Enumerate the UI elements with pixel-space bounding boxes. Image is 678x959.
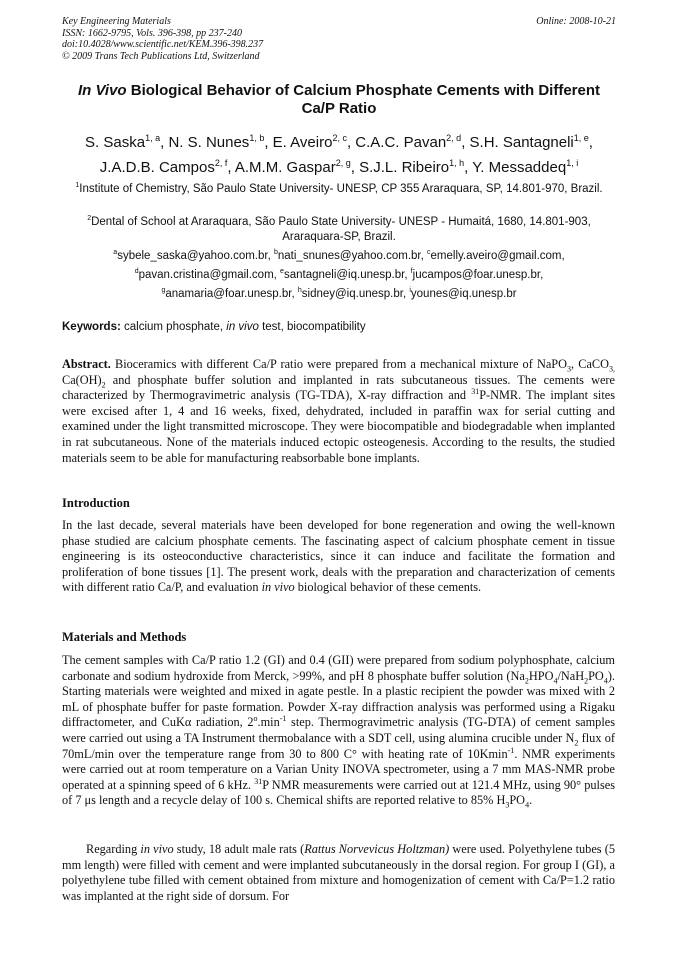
author-sup: 1, b [249, 133, 265, 143]
subscript: 3 [505, 800, 510, 810]
subscript: 3 [567, 364, 572, 374]
author-sup: 2, c [332, 133, 347, 143]
intro-text: biological behavior of these cements. [294, 580, 482, 595]
author-sup: 1, i [566, 158, 579, 168]
author: Y. Messaddeq [472, 159, 567, 176]
email-link[interactable]: nati_snunes@yahoo.com.br [277, 249, 421, 262]
intro-italic: in vivo [261, 580, 295, 595]
subscript: 4 [525, 800, 530, 810]
methods-text: The cement samples with Ca/P ratio 1.2 (GI) and 0.4 (GII) were prepared from sodium polyphosphate, calcium carbonate and sodium hydroxide from Merck, >99%, and pH 8 phosphate buffer solution (Na [62, 653, 615, 683]
email-link[interactable]: anamaria@foar.unesp.br [165, 287, 292, 300]
methods-text: flux of 70mL/min over the temperature range from 30 to 800 C° with heating rate of 10Kmin [62, 730, 616, 761]
introduction-paragraph [62, 518, 615, 596]
methods-text: /NaH [557, 668, 585, 683]
author-sup: 2, f [214, 158, 228, 168]
methods-italic: Rattus Norvevicus Holtzman) [304, 842, 450, 856]
subscript: 2 [524, 676, 529, 686]
title-rest: Biological Behavior of Calcium Phosphate Cements with Different Ca/P Ratio [126, 82, 601, 117]
methods-italic: in vivo [140, 842, 174, 856]
abstract-label: Abstract. [62, 357, 111, 371]
abstract-text: Ca(OH) [62, 372, 102, 387]
abstract-text: Bioceramics with different Ca/P ratio were prepared from a mechanical mixture of NaPO [110, 357, 568, 371]
author-sup: 1, h [449, 158, 465, 168]
email-list: $^a$sybele_saska@yahoo.com.br, $^b$nati_snunes@yahoo.com.br, $^c$emelly.aveiro@gmail.com, $^d$pavan.cristina@gmail.com, $^e$santagneli@iq.unesp.br, $^f$jucampos@foar.unesp.br, $^g$anamaria@foar.unesp.br, $^h$sidney@iq.unesp.br, $^i$younes@iq.unesp.br [113, 249, 565, 300]
subscript: 2 [574, 738, 579, 748]
superscript: o [253, 714, 258, 724]
superscript: -1 [507, 745, 515, 755]
methods-text: PO [588, 668, 604, 683]
doi: doi:10.4028/www.scientific.net/KEM.396-398.237 [62, 39, 264, 50]
superscript: 31 [471, 387, 480, 397]
email-sup: h [297, 286, 302, 294]
abstract-text: and phosphate buffer solution and implanted in rats subcutaneous tissues. The cements were characterized by Thermogravimetric analysis (TG-TDA), X-ray diffraction and [62, 372, 615, 403]
online-date: Online: 2008-10-21 [536, 16, 616, 27]
abstract-text: , CaCO [571, 357, 609, 371]
section-heading-methods: Materials and Methods [62, 630, 187, 644]
subscript: 4 [553, 676, 558, 686]
author: S. Saska [85, 134, 146, 151]
author: S.J.L. Ribeiro [359, 159, 450, 176]
methods-text: .min [257, 715, 280, 730]
methods-text: HPO [528, 668, 554, 683]
author: S.H. Santagneli [469, 134, 574, 151]
methods-text: PO [509, 793, 526, 808]
methods-text: study, 18 adult male rats ( [173, 842, 305, 856]
email-sup: f [410, 267, 413, 275]
email-link[interactable]: santagneli@iq.unesp.br [283, 268, 405, 281]
affiliation-num: 2 [87, 215, 92, 222]
keywords-text: calcium phosphate, [120, 321, 227, 333]
superscript: 31 [254, 776, 263, 786]
author-sup: 2, g [335, 158, 351, 168]
author-list: S. Saska$^{1, a}$, N. S. Nunes$^{1, b}$, E. Aveiro$^{2, c}$, C.A.C. Pavan$^{2, d}$, S.H. Santagneli$^{1, e}$, J.A.D.B. Campos$^{2, f}$, A.M.M. Gaspar$^{2, g}$, S.J.L. Ribeiro$^{1, h}$, Y. Messaddeq$^{1, i}$ [85, 133, 593, 176]
email-link[interactable]: sybele_saska@yahoo.com.br [117, 249, 268, 262]
affiliation-text: Institute of Chemistry, São Paulo State University- UNESP, CP 355 Araraquara, SP, 14.801-970, Brazil. [79, 182, 603, 195]
abstract [62, 357, 615, 466]
affiliation-text: Dental of School at Araraquara, São Paulo State University- UNESP - Humaitá, 1680, 14.801-903, Araraquara-SP, Brazil. [91, 215, 591, 243]
methods-paragraph-2 [62, 842, 615, 904]
methods-text: step. Thermogravimetric analysis (TG-DTA) of cement samples were carried out using a TA Instrument thermobalance with a SDT cell, using alumina crucible under N [62, 715, 615, 745]
email-sup: c [427, 249, 431, 256]
subscript: 4 [603, 676, 608, 686]
author-sup: 1, e [573, 133, 589, 143]
subscript: 2 [584, 676, 589, 686]
affiliation-1 [62, 178, 616, 197]
email-sup: e [280, 267, 284, 275]
intro-text: In the last decade, several materials have been developed for bone regeneration and owing the well-known phase studied are calcium phosphate cements. The fascinating aspect of calcium phosphate cement in tissue engineering is its osteoconductive characteristics, since it can induce and facilitate the formation and proliferation of bone tissues [1]. The present work, deals with the preparation and characterization of cements with different ratio Ca/P, and evaluation [62, 518, 615, 595]
methods-text: Regarding [86, 842, 141, 856]
methods-text: . [529, 793, 533, 808]
keywords-text: test, biocompatibility [258, 321, 366, 333]
journal-header [62, 16, 616, 62]
keywords-italic: in vivo [226, 321, 259, 333]
author: E. Aveiro [272, 134, 333, 151]
email-link[interactable]: emelly.aveiro@gmail.com [430, 249, 562, 262]
issn: ISSN: 1662-9795, Vols. 396-398, pp 237-240 [62, 27, 242, 39]
author: C.A.C. Pavan [355, 134, 447, 151]
abstract-text: P-NMR. The implant sites were excised after 1, 4 and 16 weeks, fixed, dehydrated, included in paraffin wax for serial cutting and examined under the light transmitted microscope. They were biocompatible and biodegradable when implanted in rat subcutaneous. None of the materials induced ectopic osteogenesis. According to the results, the studied materials seem to be able for manufacturing reabsorbable bone implants. [62, 388, 615, 465]
superscript: -1 [279, 714, 287, 724]
author-sup: 2, d [446, 133, 462, 143]
methods-paragraph-1 [62, 653, 615, 809]
email-link[interactable]: jucampos@foar.unesp.br [412, 268, 541, 281]
section-heading-introduction: Introduction [62, 496, 130, 510]
methods-text: were used. Polyethylene tubes (5 mm length) were filled with cement and were implanted subcutaneously in the dorsal region. For group I (GI), a polyethylene tube filled with cement obtained from mixture and homogenization of cement with Ca/P=1.2 ratio was implanted at the right side of dorsum. For [62, 842, 615, 903]
email-sup: i [409, 286, 411, 294]
subscript: 3, [608, 364, 615, 374]
subscript: 2 [101, 380, 106, 390]
methods-text: . NMR experiments were carried out at room temperature on a Varian Unity INOVA spectrometer, using a 7 mm MAS-NMR probe operated at a spinning speed of 6 kHz. [62, 746, 615, 792]
author: J.A.D.B. Campos [99, 159, 215, 176]
affiliation-num: 1 [75, 182, 80, 189]
author-sup: 1, a [145, 133, 161, 143]
copyright: © 2009 Trans Tech Publications Ltd, Switzerland [62, 50, 260, 62]
title-italic: In Vivo [77, 82, 127, 99]
author: A.M.M. Gaspar [234, 159, 336, 176]
email-sup: g [161, 286, 166, 294]
journal-name: Key Engineering Materials [62, 16, 171, 27]
keywords [62, 320, 616, 335]
email-sup: b [273, 249, 278, 256]
methods-text: ). Starting materials were weighted and mixed in agate pestle. In a plastic recipient the powder was mixed with 2 mL of phosphate buffer for paste formation. Powder X-ray diffraction analysis was performed using a Rigaku diffractometer, and CuKα radiation, 2 [62, 668, 615, 730]
author: N. S. Nunes [168, 134, 250, 151]
keywords-label: Keywords: [62, 321, 121, 333]
email-sup: a [113, 249, 118, 256]
email-link[interactable]: younes@iq.unesp.br [410, 287, 517, 300]
methods-text: P NMR measurements were carried out at 121.4 MHz, using 90° pulses of 7 μs length and a recycle delay of 100 s. Chemical shifts are reported relative to 85% H [62, 777, 615, 808]
affiliation-2 [62, 211, 616, 245]
paper-title [62, 82, 616, 118]
email-sup: d [134, 267, 139, 275]
email-link[interactable]: sidney@iq.unesp.br [301, 287, 403, 300]
email-link[interactable]: pavan.cristina@gmail.com [138, 268, 274, 281]
